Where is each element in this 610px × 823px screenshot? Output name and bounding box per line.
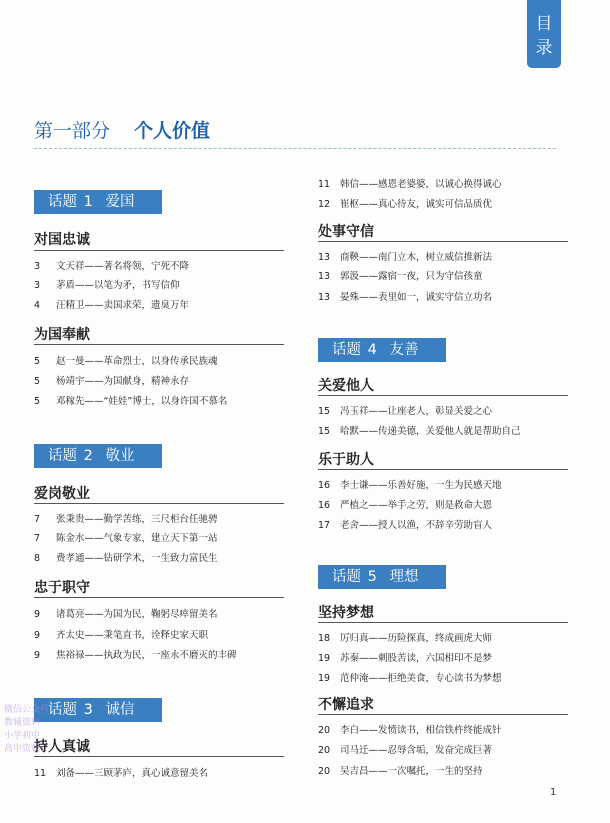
toc-entry[interactable] (34, 530, 218, 544)
topic-name: 友善 (389, 342, 419, 358)
toc-entry[interactable] (34, 373, 189, 387)
entry-text: 厉归真——历险探真，终成画虎大师 (340, 633, 493, 644)
entry-page: 19 (318, 653, 331, 664)
entry-text: 韩信——感恩老婆婆，以诚心换得诚心 (340, 179, 502, 190)
toc-entry[interactable] (318, 670, 502, 684)
toc-entry[interactable] (34, 393, 227, 407)
watermark (4, 704, 68, 756)
entry-text: 晏殊——表里如一，诚实守信立功名 (340, 292, 493, 303)
entry-text: 吴吉昌——一次嘱托，一生的坚持 (340, 766, 483, 777)
entry-page: 16 (318, 480, 331, 491)
watermark-line: 教辅资料 (4, 718, 41, 728)
entry-text: 商鞅——南门立木，树立威信推新法 (340, 252, 493, 263)
section-rule (34, 344, 284, 345)
toc-entry[interactable] (34, 511, 218, 525)
entry-page: 13 (318, 292, 331, 303)
entry-text: 刘备——三顾茅庐，真心诚意留美名 (56, 768, 209, 779)
entry-page: 20 (318, 745, 331, 756)
section-rule (34, 250, 284, 251)
section-rule (318, 622, 568, 623)
section-title: 为国奉献 (34, 327, 90, 343)
toc-entry[interactable] (318, 477, 502, 491)
part-label: 第一部分 (34, 120, 111, 142)
topic-header (34, 190, 162, 214)
section-rule (34, 503, 284, 504)
entry-page: 3 (34, 261, 41, 272)
toc-tab-char: 目 (535, 14, 553, 34)
toc-entry[interactable] (318, 722, 502, 736)
entry-page: 7 (34, 514, 41, 525)
section-rule (318, 469, 568, 470)
topic-header (318, 565, 446, 589)
toc-entry[interactable] (34, 627, 208, 641)
entry-text: 李白——发愤读书，相信铁杵终能成针 (340, 725, 502, 736)
section-rule (34, 756, 284, 757)
entry-page: 13 (318, 252, 331, 263)
entry-page: 18 (318, 633, 331, 644)
entry-page: 19 (318, 673, 331, 684)
toc-entry[interactable] (318, 763, 483, 777)
topic-index: 3 (83, 702, 93, 718)
topic-index: 4 (367, 342, 377, 358)
entry-text: 老舍——授人以渔，不辞辛劳助盲人 (340, 520, 493, 531)
toc-entry[interactable] (34, 606, 218, 620)
topic-label: 话题 (48, 448, 77, 464)
toc-entry[interactable] (318, 196, 492, 210)
topic-index: 2 (83, 448, 93, 464)
entry-text: 杨靖宇——为国献身，精神永存 (56, 376, 190, 387)
entry-page: 7 (34, 533, 41, 544)
entry-page: 9 (34, 609, 41, 620)
toc-entry[interactable] (34, 353, 218, 367)
entry-text: 哈默——传递美德，关爱他人就是帮助自己 (340, 426, 521, 437)
entry-text: 陈金水——气象专家，建立天下第一站 (56, 533, 218, 544)
topic-header (34, 444, 162, 468)
entry-text: 费孝通——钻研学术，一生致力富民生 (56, 553, 218, 564)
watermark-line: 微信公众号 (4, 705, 50, 715)
entry-page: 13 (318, 271, 331, 282)
section-title: 持人真诚 (34, 739, 90, 755)
topic-name: 敬业 (105, 448, 135, 464)
entry-page: 5 (34, 376, 41, 387)
entry-text: 范仲淹——拒绝美食，专心读书为梦想 (340, 673, 502, 684)
entry-page: 20 (318, 725, 331, 736)
toc-entry[interactable] (34, 258, 189, 272)
toc-entry[interactable] (34, 765, 208, 779)
entry-page: 12 (318, 199, 331, 210)
entry-page: 5 (34, 396, 41, 407)
entry-text: 赵一曼——革命烈士，以身传承民族魂 (56, 356, 218, 367)
toc-entry[interactable] (318, 176, 502, 190)
section-title: 忠于职守 (34, 580, 90, 596)
section-rule (318, 241, 568, 242)
part-divider (34, 148, 556, 149)
entry-text: 严植之——举手之劳，则是救命大恩 (340, 500, 493, 511)
topic-name: 爱国 (105, 194, 135, 210)
toc-entry[interactable] (318, 423, 521, 437)
watermark-line: 小学初中 (4, 731, 41, 741)
section-title: 乐于助人 (318, 452, 374, 468)
topic-name: 理想 (389, 569, 419, 585)
toc-entry[interactable] (318, 249, 492, 263)
toc-entry[interactable] (34, 647, 237, 661)
topic-header (318, 338, 446, 362)
entry-text: 张秉贵——勤学苦练，三尺柜台任驰骋 (56, 514, 218, 525)
part-name: 个人价值 (134, 120, 211, 142)
toc-entry[interactable] (318, 497, 492, 511)
section-rule (34, 597, 284, 598)
topic-index: 1 (83, 194, 93, 210)
watermark-line: 高中资料 (4, 744, 41, 754)
entry-page: 17 (318, 520, 331, 531)
entry-page: 11 (34, 768, 47, 779)
topic-label: 话题 (48, 702, 77, 718)
entry-page: 4 (34, 300, 41, 311)
toc-entry[interactable] (34, 297, 189, 311)
section-title: 不懈追求 (318, 697, 374, 713)
entry-text: 齐太史——秉笔直书，诠释史家天职 (56, 630, 209, 641)
entry-text: 茅盾——以笔为矛，书写信仰 (56, 280, 180, 291)
entry-text: 文天祥——著名将领，宁死不降 (56, 261, 190, 272)
toc-tab (527, 0, 561, 68)
entry-text: 焦裕禄——执政为民，一座永不磨灭的丰碑 (56, 650, 237, 661)
toc-entry[interactable] (318, 630, 492, 644)
entry-page: 15 (318, 406, 331, 417)
toc-entry[interactable] (34, 550, 218, 564)
toc-entry[interactable] (34, 277, 180, 291)
entry-page: 9 (34, 630, 41, 641)
entry-page: 9 (34, 650, 41, 661)
section-title: 处事守信 (318, 224, 374, 240)
toc-entry[interactable] (318, 517, 492, 531)
topic-index: 5 (367, 569, 377, 585)
toc-entry[interactable] (318, 650, 492, 664)
toc-entry[interactable] (318, 268, 483, 282)
toc-tab-char: 录 (535, 38, 553, 58)
toc-entry[interactable] (318, 289, 492, 303)
section-title: 对国忠诚 (34, 232, 90, 248)
section-title: 坚持梦想 (318, 605, 374, 621)
entry-text: 冯玉祥——让座老人，彰显关爱之心 (340, 406, 493, 417)
entry-text: 郭汲——露宿一夜，只为守信孩童 (340, 271, 483, 282)
entry-text: 苏秦——刺股苦读，六国相印不是梦 (340, 653, 493, 664)
page-number: 1 (550, 787, 557, 798)
topic-label: 话题 (332, 342, 361, 358)
entry-page: 8 (34, 553, 41, 564)
toc-entry[interactable] (318, 742, 492, 756)
entry-text: 李士谦——乐善好施，一生为民感天地 (340, 480, 502, 491)
toc-entry[interactable] (318, 403, 492, 417)
entry-page: 5 (34, 356, 41, 367)
entry-page: 20 (318, 766, 331, 777)
entry-page: 11 (318, 179, 331, 190)
entry-text: 汪精卫——卖国求荣，遗臭万年 (56, 300, 190, 311)
entry-text: 邓稼先——“娃娃”博士，以身许国不慕名 (56, 396, 228, 407)
entry-page: 16 (318, 500, 331, 511)
topic-name: 诚信 (105, 702, 135, 718)
entry-page: 15 (318, 426, 331, 437)
part-title (34, 116, 210, 143)
topic-label: 话题 (48, 194, 77, 210)
section-rule (318, 395, 568, 396)
entry-text: 司马迁——忍辱含垢，发奋完成巨著 (340, 745, 493, 756)
entry-text: 崔枢——真心待友，诚实可信品质优 (340, 199, 493, 210)
entry-text: 诸葛亮——为国为民，鞠躬尽瘁留美名 (56, 609, 218, 620)
section-rule (318, 714, 568, 715)
section-title: 关爱他人 (318, 378, 374, 394)
section-title: 爱岗敬业 (34, 486, 90, 502)
entry-page: 3 (34, 280, 41, 291)
topic-label: 话题 (332, 569, 361, 585)
